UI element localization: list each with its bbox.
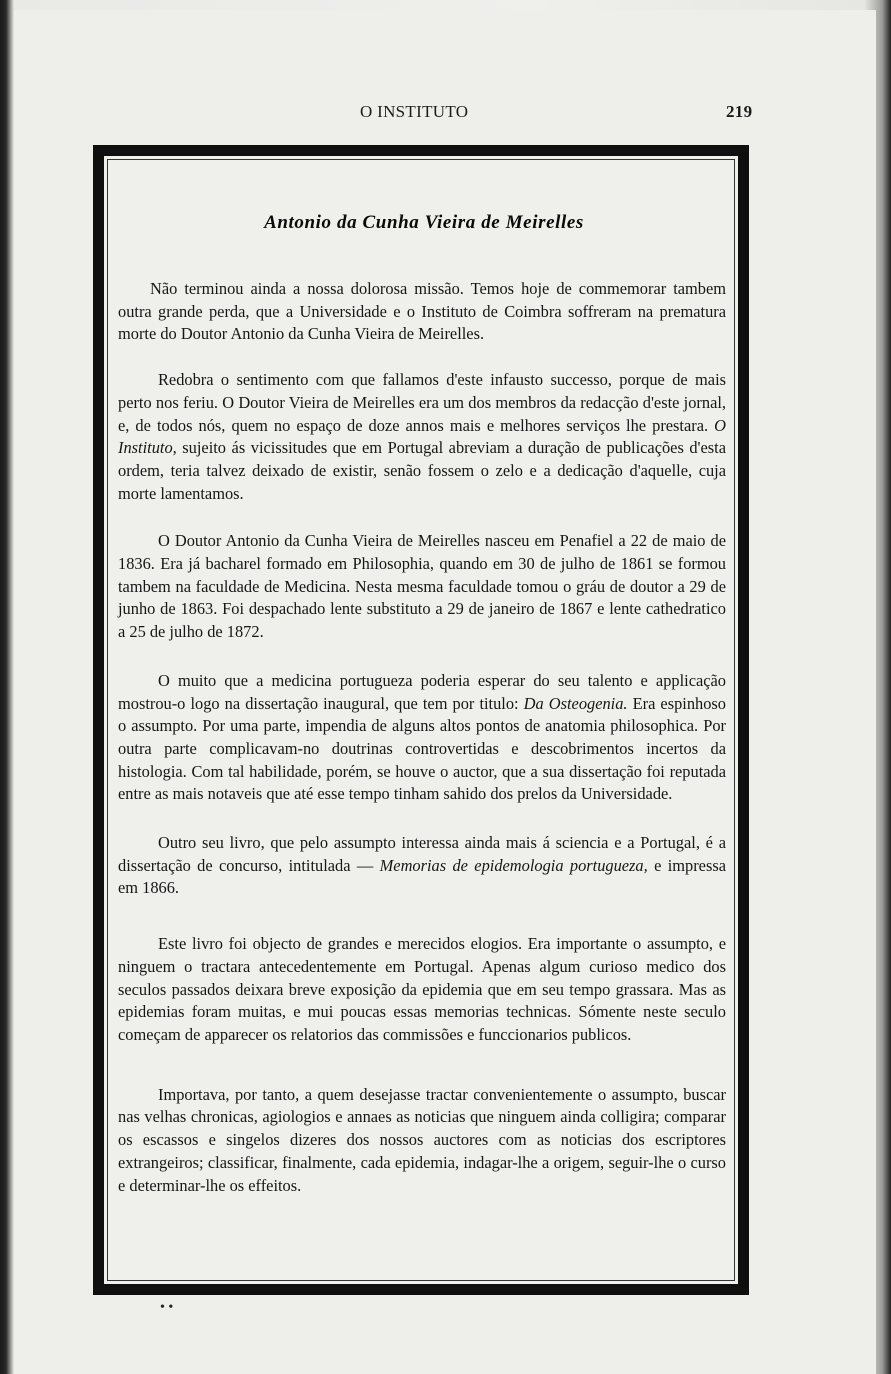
paragraph-5-text-b: e impressa em 1866. [118,855,726,898]
journal-title-italic: O Instituto, [118,415,726,458]
paragraph-7: Importava, por tanto, a quem desejasse tractar convenientemente o assumpto, buscar nas velhas chronicas, agiologios e annaes as noticias que ninguem ainda colligira; comparar os escassos e singelos dizeres dos nossos auctores com as noticias dos escriptores extrangeiros; classificar, finalmente, cada epidemia, indagar-lhe a origem, seguir-lhe o curso e determinar-lhe os effeitos. [118,1084,726,1195]
article-title: Antonio da Cunha Vieira de Meirelles [264,212,584,233]
running-title: O INSTITUTO [360,102,469,121]
dissertation-title-italic: Da Osteogenia. [523,693,628,713]
paragraph-2 [118,369,730,505]
paragraph-2-text-a: Redobra o sentimento com que fallamos d'este infausto successo, porque de mais perto nos feriu. O Doutor Vieira de Meirelles era um dos membros da redacção d'este jornal, e, de todos nós, quem no espaço de doze annos mais e melhores serviços lhe prestara. [118,370,726,435]
mourning-border-frame [93,145,749,1295]
paragraph-1: Não terminou ainda a nossa dolorosa missão. Temos hoje de commemorar tambem outra grande perda, que a Universidade e o Instituto de Coimbra soffreram na prematura morte do Doutor Antonio da Cunha Vieira de Meirelles. [118,279,726,344]
article-text [118,278,730,1197]
memorias-title-italic: Memorias de epidemologia portugueza, [379,855,648,875]
running-header [0,102,891,128]
paragraph-6: Este livro foi objecto de grandes e merecidos elogios. Era importante o assumpto, e ninguem o tractara antecedentemente em Portugal. Apenas algum curioso medico dos seculos passados deixara breve exposição da epidemia que em seu tempo grassara. Mas as epidemias foram muitas, e mui poucas essas memorias technicas. Sómente neste seculo começam de apparecer os relatorios das commissões e funccionarios publicos. [118,934,726,1044]
paragraph-4-text-b: Era espinhoso o assumpto. Por uma parte, impendia de alguns altos pontos de anatomia philosophica. Por outra parte complicavam-no doutrinas controvertidas e descobrimentos incertos da histologia. Com tal habilidade, porém, se houve o auctor, que a sua dissertação foi reputada entre as mais notaveis que até esse tempo tinham sahido dos prelos da Universidade. [118,693,726,804]
paragraph-4-text-a: O muito que a medicina portugueza poderia esperar do seu talento e applicação mostrou-o logo na dissertação inaugural, que tem por titulo: [118,670,726,713]
printer-marks: • • [160,1300,174,1315]
paragraph-2-text-b: sujeito ás vicissitudes que em Portugal abreviam a duração de publicações d'esta ordem, teria talvez deixado de existir, senão fossem o zelo e a dedicação d'aquelle, cuja morte lamentamos. [118,438,726,503]
article-body [118,186,730,1276]
paragraph-3: O Doutor Antonio da Cunha Vieira de Meirelles nasceu em Penafiel a 22 de maio de 1836. Era já bacharel formado em Philosophia, quando em 30 de julho de 1861 se formou tambem na faculdade de Medicina. Nesta mesma faculdade tomou o gráu de doutor a 29 de junho de 1863. Foi despachado lente substituto a 29 de janeiro de 1867 e lente cathedratico a 25 de julho de 1872. [118,531,726,642]
paragraph-5 [118,832,730,900]
paragraph-4 [118,670,730,806]
paragraph-5-text-a: Outro seu livro, que pelo assumpto interessa ainda mais á sciencia e a Portugal, é a dissertação de concurso, intitulada — [118,833,726,875]
page-number: 219 [726,102,753,121]
